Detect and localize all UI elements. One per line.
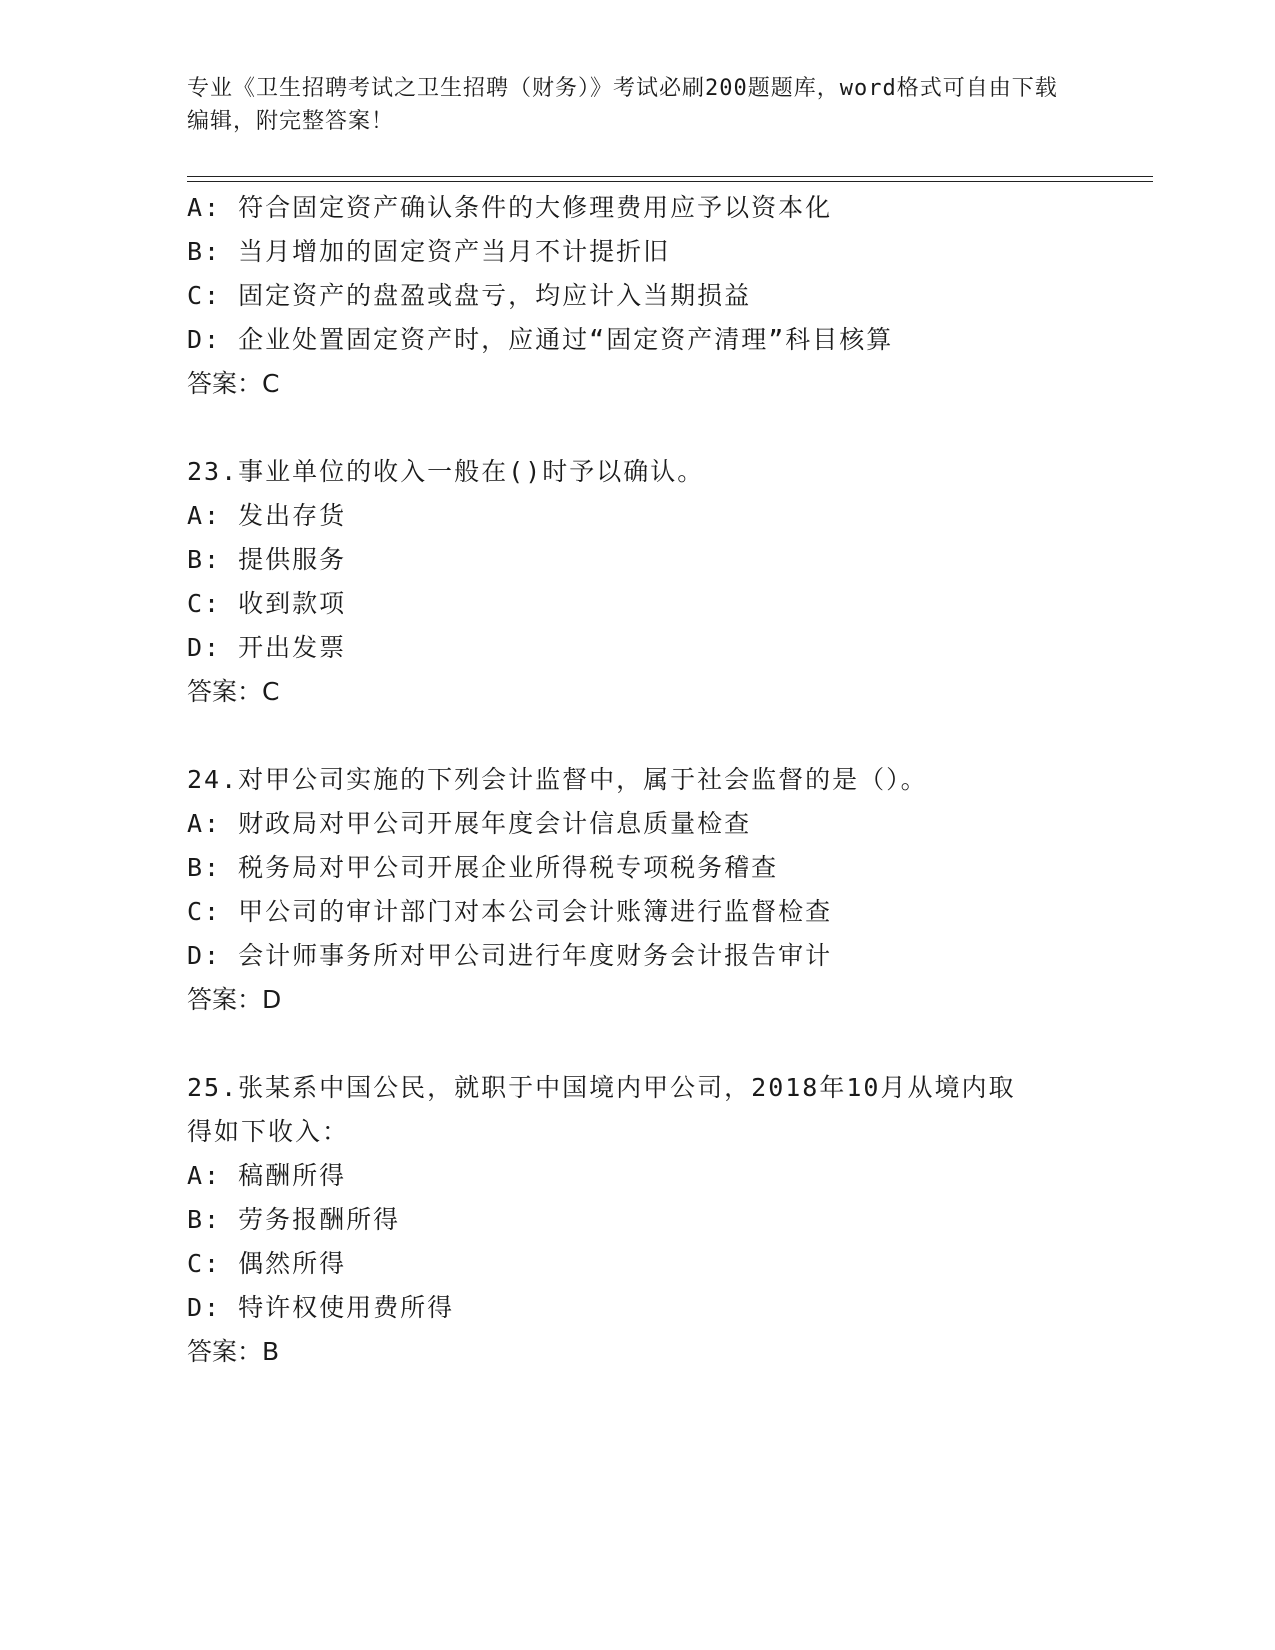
q25-option-a: A: 稿酬所得	[187, 1161, 347, 1190]
q24-option-d: D: 会计师事务所对甲公司进行年度财务会计报告审计	[187, 941, 833, 970]
q25-option-b: B: 劳务报酬所得	[187, 1205, 401, 1234]
q22-option-a: A: 符合固定资产确认条件的大修理费用应予以资本化	[187, 193, 833, 222]
q22-option-d: D: 企业处置固定资产时，应通过“固定资产清理”科目核算	[187, 325, 894, 354]
q23-answer: 答案：C	[187, 677, 280, 706]
q22-answer: 答案：C	[187, 369, 280, 398]
q23-option-d: D: 开出发票	[187, 633, 347, 662]
q25-question-line1: 25.张某系中国公民，就职于中国境内甲公司，2018年10月从境内取	[187, 1073, 1016, 1102]
q23-option-b: B: 提供服务	[187, 545, 347, 574]
q25-option-c: C: 偶然所得	[187, 1249, 347, 1278]
q25-answer: 答案：B	[187, 1337, 280, 1366]
q23-option-c: C: 收到款项	[187, 589, 347, 618]
header-divider-top	[187, 176, 1153, 177]
header-divider-bottom	[187, 181, 1153, 182]
q24-option-c: C: 甲公司的审计部门对本公司会计账簿进行监督检查	[187, 897, 833, 926]
document-header: 专业《卫生招聘考试之卫生招聘（财务）》考试必刷200题题库，word格式可自由下载编辑，附完整答案！	[187, 76, 1058, 134]
q25-option-d: D: 特许权使用费所得	[187, 1293, 455, 1322]
q22-option-c: C: 固定资产的盘盈或盘亏，均应计入当期损益	[187, 281, 752, 310]
q23-question: 23.事业单位的收入一般在()时予以确认。	[187, 457, 705, 486]
q25-question-line2: 得如下收入：	[187, 1117, 350, 1146]
q24-question: 24.对甲公司实施的下列会计监督中，属于社会监督的是（）。	[187, 765, 928, 794]
q23-option-a: A: 发出存货	[187, 501, 347, 530]
q24-answer: 答案：D	[187, 985, 282, 1014]
q24-option-b: B: 税务局对甲公司开展企业所得税专项税务稽查	[187, 853, 779, 882]
q22-option-b: B: 当月增加的固定资产当月不计提折旧	[187, 237, 671, 266]
q24-option-a: A: 财政局对甲公司开展年度会计信息质量检查	[187, 809, 752, 838]
